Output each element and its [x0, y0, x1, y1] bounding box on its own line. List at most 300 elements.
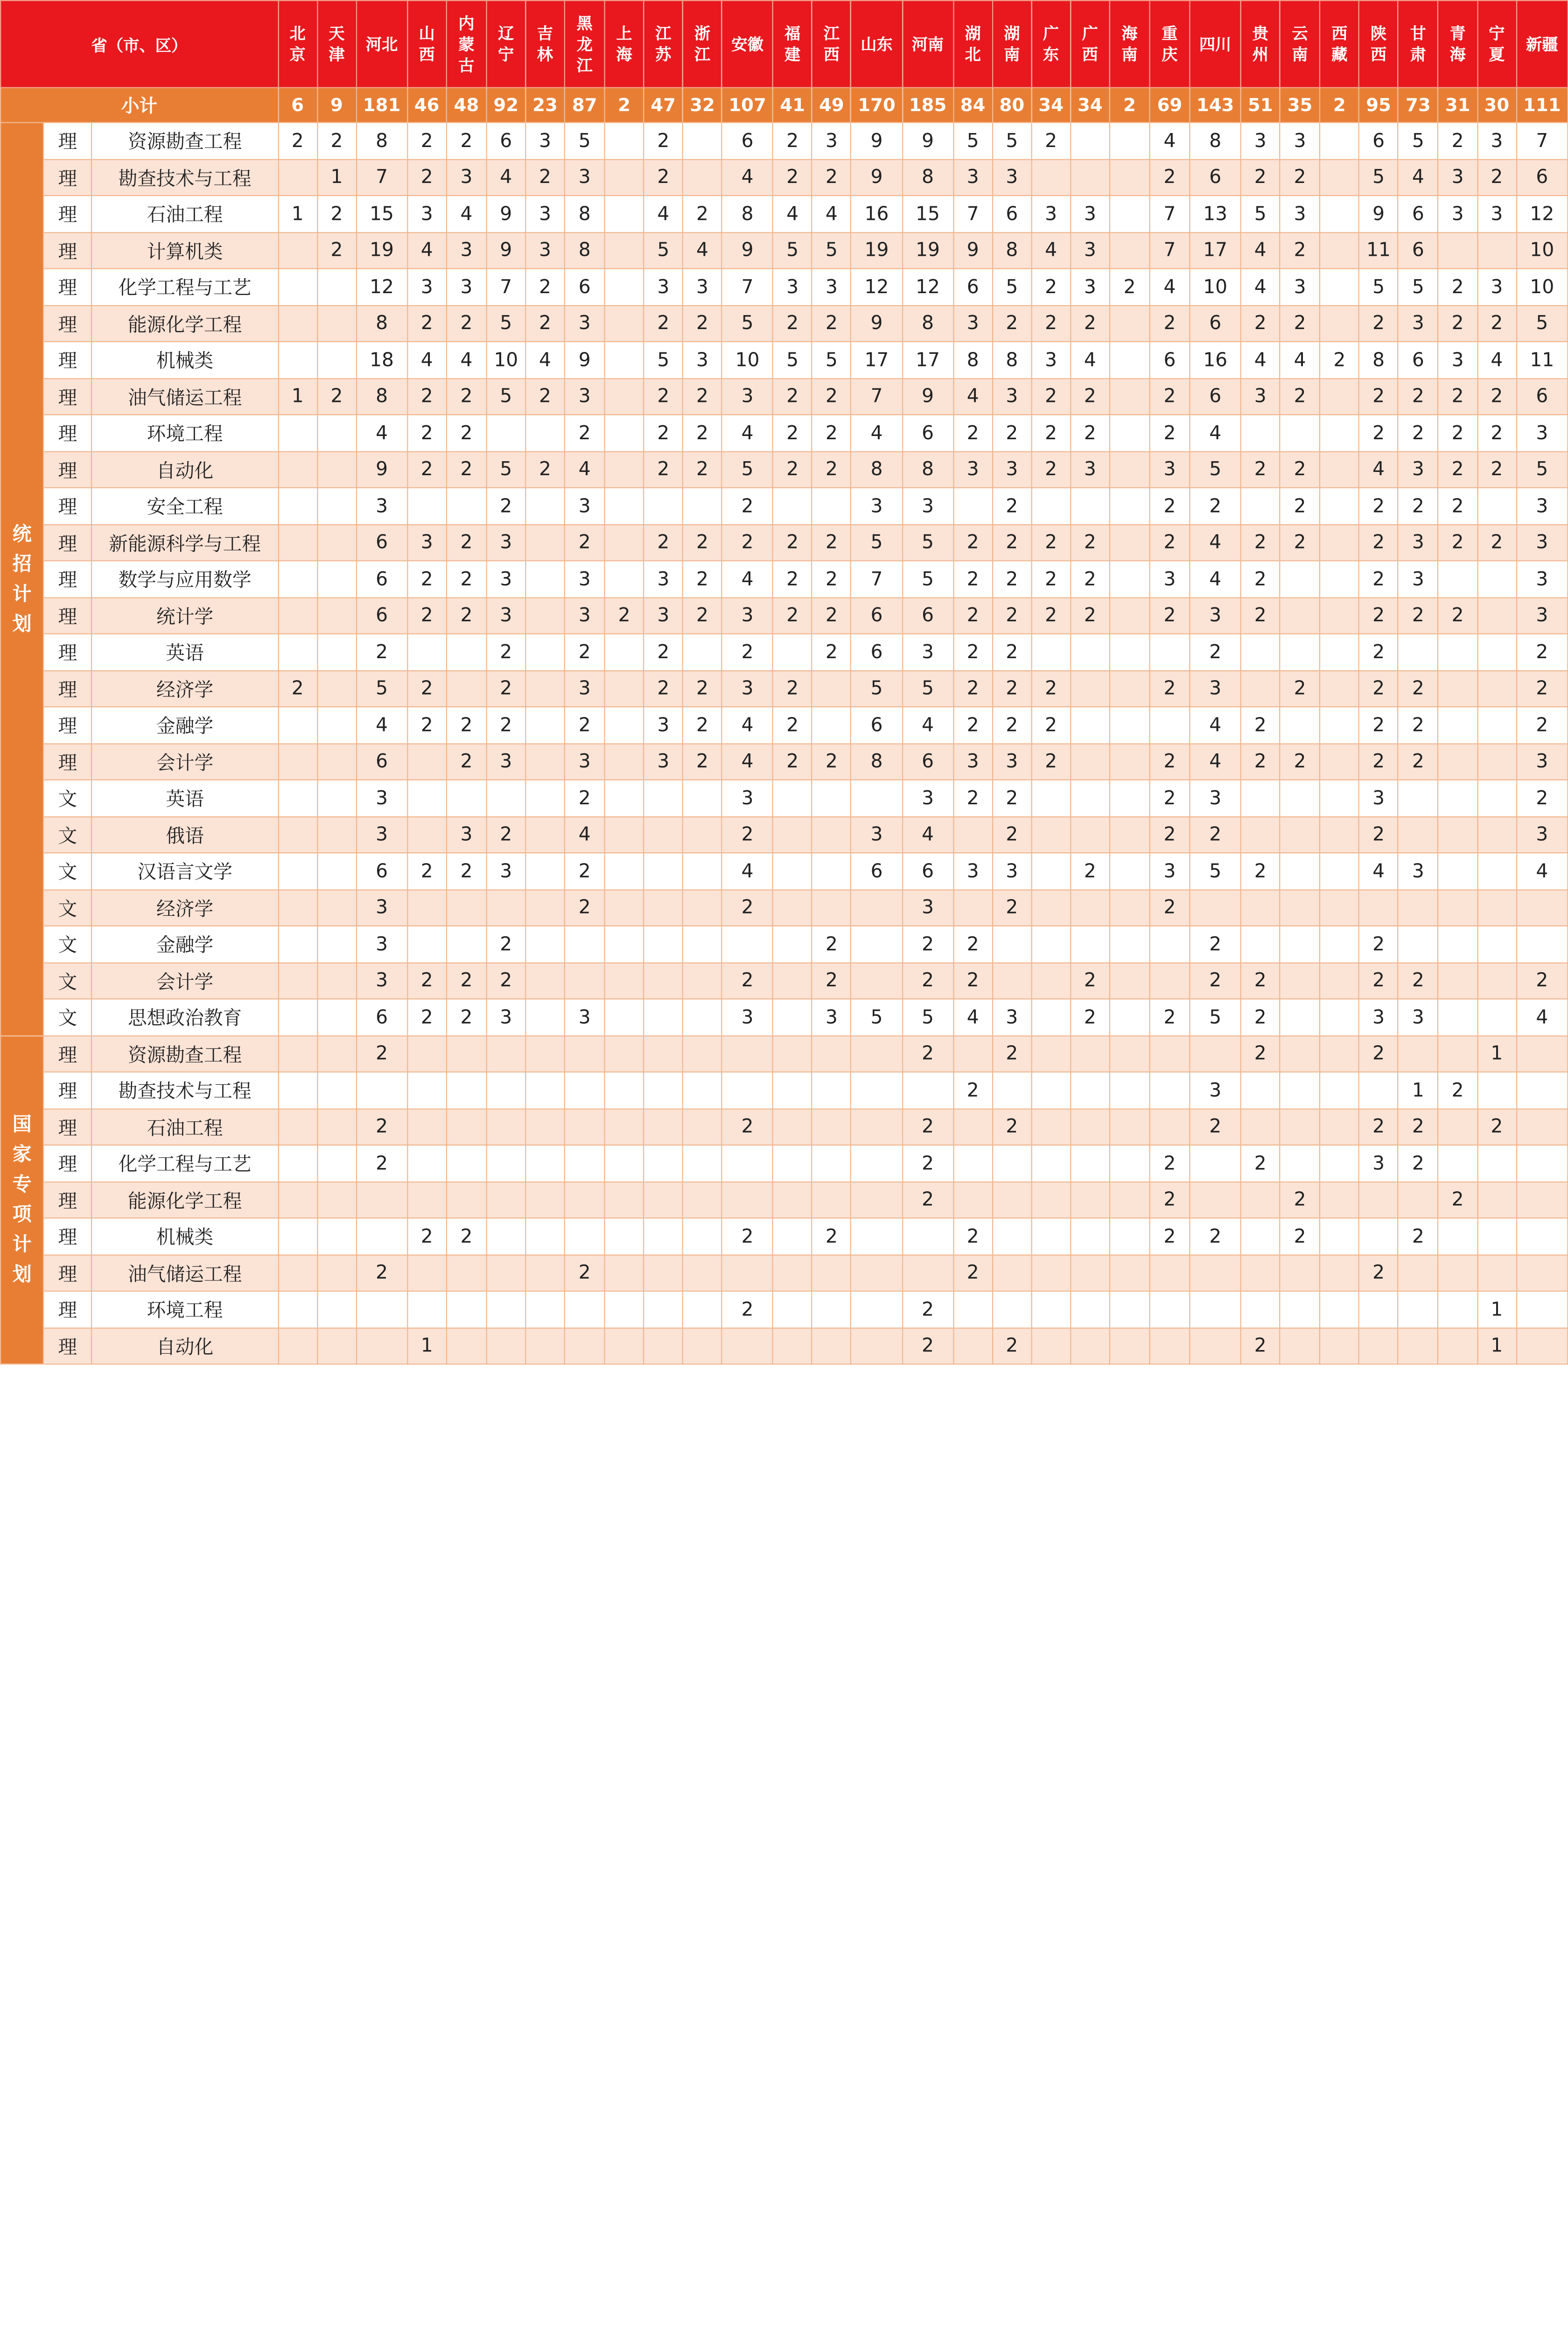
- quota-cell: [407, 1291, 447, 1328]
- quota-cell: [565, 1109, 605, 1145]
- quota-cell: 2: [683, 451, 722, 488]
- quota-cell: 3: [1241, 378, 1280, 415]
- quota-cell: 3: [565, 378, 605, 415]
- quota-cell: 3: [486, 853, 525, 889]
- quota-cell: [1241, 634, 1280, 670]
- quota-cell: 3: [812, 268, 851, 305]
- quota-cell: [1190, 1328, 1241, 1364]
- quota-cell: 2: [565, 707, 605, 743]
- province-header: [683, 0, 722, 87]
- quota-cell: 15: [356, 196, 407, 232]
- quota-cell: [278, 342, 317, 378]
- quota-cell: [605, 963, 644, 999]
- quota-cell: [1110, 1218, 1150, 1254]
- quota-cell: [683, 999, 722, 1035]
- quota-cell: [1320, 780, 1359, 816]
- quota-cell: [953, 889, 993, 926]
- quota-cell: [1031, 926, 1071, 963]
- quota-cell: [1320, 1109, 1359, 1145]
- quota-cell: [486, 1145, 525, 1181]
- quota-cell: [722, 1181, 773, 1218]
- quota-cell: 2: [644, 305, 683, 342]
- quota-cell: [1110, 780, 1150, 816]
- quota-cell: [1438, 816, 1477, 853]
- quota-cell: 2: [953, 780, 993, 816]
- quota-cell: [1110, 305, 1150, 342]
- quota-cell: [525, 1181, 565, 1218]
- quota-cell: [525, 1218, 565, 1254]
- quota-cell: [1280, 1291, 1320, 1328]
- major-name-cell: 英语: [91, 634, 278, 670]
- quota-cell: [1071, 1109, 1110, 1145]
- quota-cell: 2: [1071, 415, 1110, 451]
- quota-cell: 2: [953, 1218, 993, 1254]
- quota-cell: 2: [683, 743, 722, 780]
- province-name: 上海: [616, 24, 632, 64]
- province-header: [447, 0, 487, 87]
- subtotal-value: 48: [447, 88, 487, 123]
- subtotal-value: 34: [1031, 88, 1071, 123]
- quota-cell: [812, 1145, 851, 1181]
- quota-cell: 2: [1150, 999, 1190, 1035]
- quota-cell: [993, 1145, 1032, 1181]
- quota-cell: 12: [902, 268, 953, 305]
- quota-cell: [565, 963, 605, 999]
- quota-cell: 3: [1150, 561, 1190, 597]
- quota-cell: 2: [1516, 670, 1568, 707]
- quota-cell: [1110, 196, 1150, 232]
- quota-cell: [1516, 1181, 1568, 1218]
- quota-cell: [525, 853, 565, 889]
- quota-cell: 2: [1359, 524, 1398, 561]
- quota-cell: 4: [953, 378, 993, 415]
- quota-cell: 1: [317, 159, 357, 196]
- quota-cell: [605, 1328, 644, 1364]
- province-name: 天津: [329, 24, 345, 64]
- quota-cell: [1071, 1255, 1110, 1291]
- province-name: 湖南: [1004, 24, 1020, 64]
- quota-cell: 4: [1241, 232, 1280, 268]
- quota-cell: [1516, 1109, 1568, 1145]
- quota-cell: 7: [1516, 123, 1568, 159]
- quota-cell: [1320, 743, 1359, 780]
- quota-cell: 4: [683, 232, 722, 268]
- quota-cell: 3: [644, 597, 683, 633]
- quota-cell: 6: [1516, 378, 1568, 415]
- quota-cell: 16: [1190, 342, 1241, 378]
- quota-cell: [317, 1291, 357, 1328]
- quota-cell: 5: [1241, 196, 1280, 232]
- quota-cell: [317, 634, 357, 670]
- quota-cell: 7: [722, 268, 773, 305]
- quota-cell: 2: [683, 415, 722, 451]
- quota-cell: [1031, 634, 1071, 670]
- province-header: [1071, 0, 1110, 87]
- quota-cell: [683, 1291, 722, 1328]
- quota-cell: 8: [356, 378, 407, 415]
- quota-cell: 2: [565, 853, 605, 889]
- quota-cell: 3: [565, 670, 605, 707]
- subtotal-value: 111: [1516, 88, 1568, 123]
- quota-cell: 2: [1031, 707, 1071, 743]
- quota-cell: [993, 1072, 1032, 1108]
- quota-cell: 2: [993, 1109, 1032, 1145]
- quota-cell: [1071, 123, 1110, 159]
- quota-cell: [953, 1035, 993, 1072]
- province-header: [812, 0, 851, 87]
- quota-cell: 2: [1359, 1035, 1398, 1072]
- quota-cell: 19: [356, 232, 407, 268]
- quota-cell: 12: [356, 268, 407, 305]
- quota-cell: 2: [1280, 1181, 1320, 1218]
- subject-type-cell: 理: [43, 415, 91, 451]
- quota-cell: [407, 743, 447, 780]
- quota-cell: [317, 1218, 357, 1254]
- table-row: [0, 780, 1568, 816]
- province-corner-header: 省（市、区）: [0, 0, 278, 87]
- quota-cell: [722, 1255, 773, 1291]
- quota-cell: [486, 1328, 525, 1364]
- quota-cell: 4: [722, 707, 773, 743]
- quota-cell: [773, 1109, 812, 1145]
- quota-cell: 3: [1516, 816, 1568, 853]
- quota-cell: 2: [447, 123, 487, 159]
- quota-cell: [1320, 123, 1359, 159]
- quota-cell: 3: [953, 305, 993, 342]
- quota-cell: 2: [1071, 378, 1110, 415]
- quota-cell: [407, 1145, 447, 1181]
- quota-cell: 2: [1398, 1145, 1438, 1181]
- table-row: [0, 1072, 1568, 1108]
- quota-cell: 3: [565, 597, 605, 633]
- quota-cell: [683, 853, 722, 889]
- quota-cell: 3: [1150, 451, 1190, 488]
- quota-cell: 9: [851, 305, 903, 342]
- quota-cell: 2: [993, 1328, 1032, 1364]
- quota-cell: 2: [1477, 1109, 1517, 1145]
- province-header: [644, 0, 683, 87]
- quota-cell: 2: [447, 561, 487, 597]
- quota-cell: [1438, 1255, 1477, 1291]
- major-name-cell: 自动化: [91, 451, 278, 488]
- province-name: 山东: [861, 34, 893, 54]
- quota-cell: 2: [1241, 853, 1280, 889]
- quota-cell: [1031, 1145, 1071, 1181]
- quota-cell: 3: [953, 743, 993, 780]
- quota-cell: 17: [1190, 232, 1241, 268]
- quota-cell: 2: [1031, 415, 1071, 451]
- quota-cell: 1: [1477, 1291, 1517, 1328]
- quota-cell: 2: [1190, 963, 1241, 999]
- quota-cell: 1: [278, 196, 317, 232]
- province-name: 海南: [1121, 24, 1138, 64]
- quota-cell: [953, 816, 993, 853]
- quota-cell: 2: [1241, 561, 1280, 597]
- table-row: [0, 707, 1568, 743]
- quota-cell: 2: [812, 415, 851, 451]
- province-header: [1477, 0, 1517, 87]
- quota-cell: 3: [1280, 196, 1320, 232]
- quota-cell: 2: [993, 597, 1032, 633]
- quota-cell: [278, 1291, 317, 1328]
- quota-cell: 1: [1398, 1072, 1438, 1108]
- quota-cell: [1438, 707, 1477, 743]
- quota-cell: [1398, 889, 1438, 926]
- quota-cell: 2: [993, 634, 1032, 670]
- subtotal-value: 32: [683, 88, 722, 123]
- subject-type-cell: 理: [43, 1291, 91, 1328]
- quota-cell: 3: [1398, 305, 1438, 342]
- quota-cell: 2: [1438, 1072, 1477, 1108]
- quota-cell: [1477, 926, 1517, 963]
- quota-cell: [773, 1072, 812, 1108]
- quota-cell: [1071, 670, 1110, 707]
- quota-cell: [644, 1109, 683, 1145]
- quota-cell: 2: [812, 1218, 851, 1254]
- major-name-cell: 化学工程与工艺: [91, 1145, 278, 1181]
- quota-cell: 2: [1359, 743, 1398, 780]
- quota-cell: 3: [812, 123, 851, 159]
- quota-cell: 10: [722, 342, 773, 378]
- quota-cell: 2: [278, 123, 317, 159]
- province-name: 重庆: [1162, 24, 1178, 64]
- province-header: [317, 0, 357, 87]
- subject-type-cell: 文: [43, 926, 91, 963]
- quota-cell: 3: [851, 488, 903, 524]
- quota-cell: 2: [953, 670, 993, 707]
- quota-cell: 2: [407, 597, 447, 633]
- quota-cell: 8: [851, 743, 903, 780]
- major-name-cell: 会计学: [91, 743, 278, 780]
- quota-cell: 2: [773, 707, 812, 743]
- subject-type-cell: 文: [43, 853, 91, 889]
- quota-cell: [1359, 1072, 1398, 1108]
- quota-cell: 2: [993, 1035, 1032, 1072]
- quota-cell: [525, 597, 565, 633]
- quota-cell: 2: [1071, 999, 1110, 1035]
- quota-cell: [644, 1328, 683, 1364]
- quota-cell: 8: [722, 196, 773, 232]
- major-name-cell: 金融学: [91, 926, 278, 963]
- quota-cell: 1: [1477, 1035, 1517, 1072]
- quota-cell: [525, 488, 565, 524]
- quota-cell: [953, 1291, 993, 1328]
- quota-cell: [812, 1109, 851, 1145]
- quota-cell: 2: [1241, 963, 1280, 999]
- quota-cell: [1516, 889, 1568, 926]
- quota-cell: [644, 1035, 683, 1072]
- subject-type-cell: 理: [43, 707, 91, 743]
- province-name: 广东: [1043, 24, 1059, 64]
- quota-cell: [1110, 378, 1150, 415]
- quota-cell: 2: [644, 159, 683, 196]
- quota-cell: 4: [1398, 159, 1438, 196]
- quota-cell: [1477, 743, 1517, 780]
- quota-cell: [683, 889, 722, 926]
- quota-cell: [565, 926, 605, 963]
- quota-cell: [278, 488, 317, 524]
- quota-cell: [1438, 1145, 1477, 1181]
- quota-cell: 2: [1190, 1109, 1241, 1145]
- quota-cell: [605, 378, 644, 415]
- quota-cell: 2: [1516, 634, 1568, 670]
- quota-cell: 2: [722, 524, 773, 561]
- quota-cell: 5: [993, 268, 1032, 305]
- quota-cell: 3: [1398, 853, 1438, 889]
- quota-cell: [1398, 1181, 1438, 1218]
- quota-cell: 2: [902, 1109, 953, 1145]
- quota-cell: [525, 561, 565, 597]
- quota-cell: [317, 415, 357, 451]
- quota-cell: 3: [356, 926, 407, 963]
- quota-cell: 2: [683, 305, 722, 342]
- quota-cell: [1150, 926, 1190, 963]
- major-name-cell: 数学与应用数学: [91, 561, 278, 597]
- quota-cell: [1320, 1145, 1359, 1181]
- quota-cell: [317, 1328, 357, 1364]
- subtotal-value: 2: [605, 88, 644, 123]
- quota-cell: 3: [1071, 232, 1110, 268]
- quota-cell: [1477, 889, 1517, 926]
- quota-cell: 2: [1477, 415, 1517, 451]
- table-row: [0, 268, 1568, 305]
- quota-cell: 2: [812, 305, 851, 342]
- table-row: [0, 926, 1568, 963]
- quota-cell: 2: [1190, 488, 1241, 524]
- quota-cell: 2: [407, 415, 447, 451]
- quota-cell: [278, 963, 317, 999]
- subtotal-value: 2: [1110, 88, 1150, 123]
- quota-cell: [1241, 1109, 1280, 1145]
- quota-cell: [605, 451, 644, 488]
- province-header: [407, 0, 447, 87]
- quota-cell: [486, 1291, 525, 1328]
- quota-cell: 2: [1190, 816, 1241, 853]
- quota-cell: 4: [1150, 123, 1190, 159]
- quota-cell: 4: [722, 159, 773, 196]
- quota-cell: [278, 853, 317, 889]
- quota-cell: [683, 1072, 722, 1108]
- quota-cell: 2: [1359, 634, 1398, 670]
- province-name: 浙江: [694, 24, 711, 64]
- quota-cell: [1320, 963, 1359, 999]
- quota-cell: 2: [683, 707, 722, 743]
- quota-cell: 3: [356, 963, 407, 999]
- quota-cell: [317, 670, 357, 707]
- quota-cell: [1280, 780, 1320, 816]
- table-row: [0, 1181, 1568, 1218]
- quota-cell: 5: [812, 232, 851, 268]
- subtotal-value: 181: [356, 88, 407, 123]
- quota-cell: [722, 1145, 773, 1181]
- quota-cell: 4: [1477, 342, 1517, 378]
- quota-cell: [1110, 488, 1150, 524]
- quota-cell: [644, 1181, 683, 1218]
- quota-cell: 7: [1150, 196, 1190, 232]
- quota-cell: [683, 963, 722, 999]
- quota-cell: [1280, 963, 1320, 999]
- quota-cell: 2: [812, 743, 851, 780]
- quota-cell: 5: [1190, 853, 1241, 889]
- subject-type-cell: 文: [43, 816, 91, 853]
- province-name: 河北: [365, 34, 398, 54]
- quota-cell: [683, 1145, 722, 1181]
- quota-cell: [1150, 1035, 1190, 1072]
- subject-type-cell: 理: [43, 634, 91, 670]
- quota-cell: 2: [812, 561, 851, 597]
- quota-cell: 2: [773, 670, 812, 707]
- quota-cell: 3: [447, 232, 487, 268]
- quota-cell: [1071, 159, 1110, 196]
- quota-cell: 2: [356, 1035, 407, 1072]
- quota-cell: [1150, 707, 1190, 743]
- quota-cell: [993, 1218, 1032, 1254]
- quota-cell: [1320, 1035, 1359, 1072]
- province-header: [953, 0, 993, 87]
- table-row: [0, 1255, 1568, 1291]
- quota-cell: 3: [1071, 196, 1110, 232]
- quota-cell: 3: [1398, 451, 1438, 488]
- quota-cell: 2: [1150, 597, 1190, 633]
- quota-cell: [1110, 159, 1150, 196]
- table-row: [0, 1291, 1568, 1328]
- quota-cell: 2: [953, 1072, 993, 1108]
- quota-cell: 9: [722, 232, 773, 268]
- quota-cell: 7: [356, 159, 407, 196]
- quota-cell: 2: [447, 524, 487, 561]
- quota-cell: 3: [1398, 999, 1438, 1035]
- quota-cell: 2: [356, 1145, 407, 1181]
- quota-cell: [278, 159, 317, 196]
- subject-type-cell: 理: [43, 268, 91, 305]
- quota-cell: 3: [1516, 488, 1568, 524]
- province-name: 青海: [1449, 24, 1466, 64]
- quota-cell: [317, 268, 357, 305]
- quota-cell: [565, 1181, 605, 1218]
- province-header: [1359, 0, 1398, 87]
- quota-cell: [1438, 853, 1477, 889]
- quota-cell: 5: [851, 670, 903, 707]
- quota-cell: [407, 926, 447, 963]
- quota-cell: 2: [1031, 670, 1071, 707]
- quota-cell: 3: [565, 561, 605, 597]
- quota-cell: 2: [356, 1109, 407, 1145]
- quota-cell: 2: [1150, 488, 1190, 524]
- table-row: [0, 378, 1568, 415]
- quota-cell: 2: [1398, 415, 1438, 451]
- quota-cell: [644, 1072, 683, 1108]
- province-header: [1110, 0, 1150, 87]
- quota-cell: [1110, 123, 1150, 159]
- quota-cell: 2: [1398, 488, 1438, 524]
- quota-cell: 5: [1398, 123, 1438, 159]
- subtotal-value: 2: [1320, 88, 1359, 123]
- quota-cell: 2: [447, 378, 487, 415]
- quota-cell: 2: [356, 634, 407, 670]
- quota-cell: [605, 415, 644, 451]
- quota-cell: [1477, 780, 1517, 816]
- quota-cell: [683, 1181, 722, 1218]
- quota-cell: [1320, 159, 1359, 196]
- quota-cell: [993, 1181, 1032, 1218]
- quota-cell: [1110, 816, 1150, 853]
- quota-cell: [1071, 488, 1110, 524]
- quota-cell: 4: [1190, 524, 1241, 561]
- quota-cell: [317, 780, 357, 816]
- quota-cell: [278, 780, 317, 816]
- quota-cell: [1477, 1218, 1517, 1254]
- quota-cell: 2: [902, 1035, 953, 1072]
